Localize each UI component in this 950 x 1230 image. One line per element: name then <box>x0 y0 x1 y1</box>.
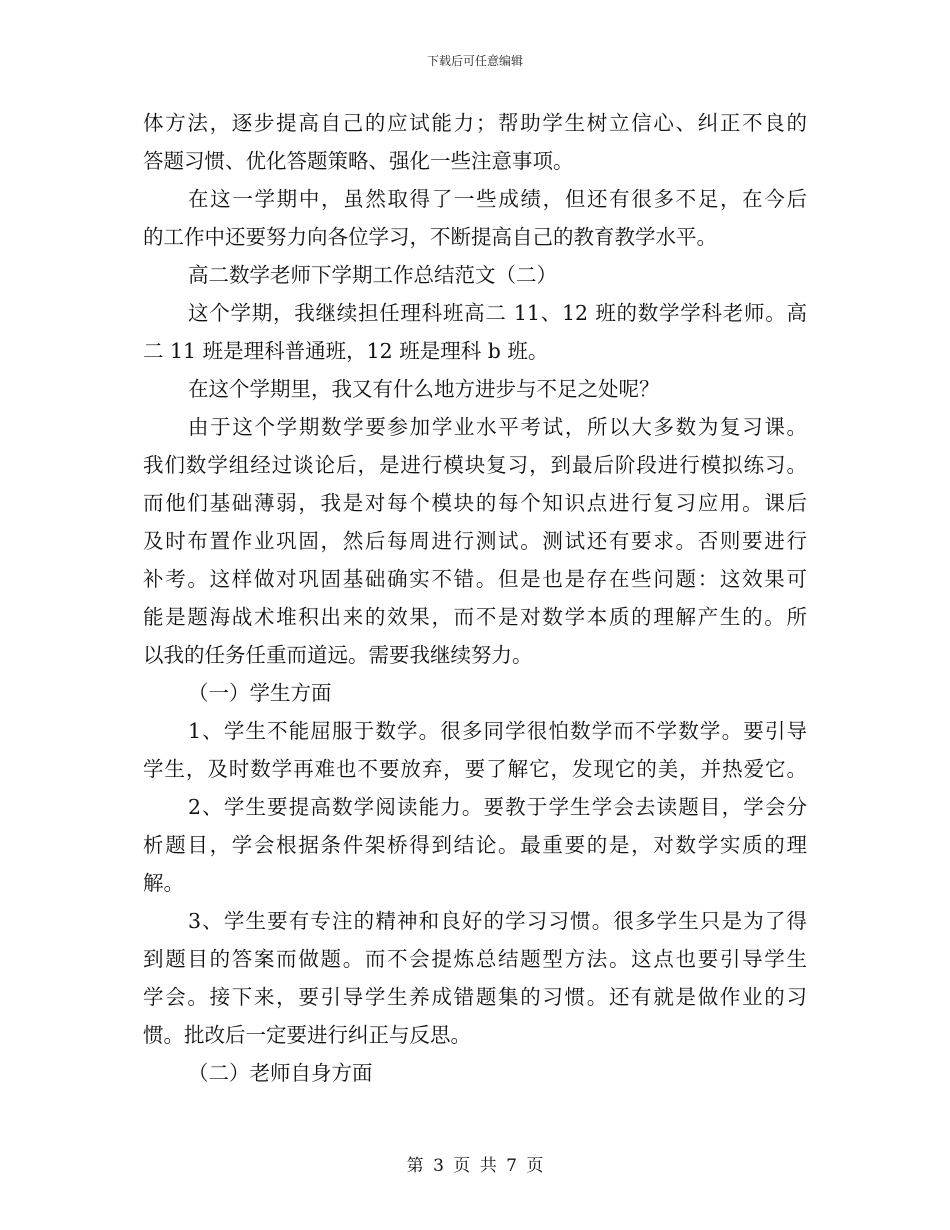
body-line: 以我的任务任重而道远。需要我继续努力。 <box>143 643 533 667</box>
body-line: 学生，及时数学再难也不要放弃，要了解它，发现它的美，并热爱它。 <box>143 757 807 781</box>
subsection-heading-students: （一）学生方面 <box>188 681 332 705</box>
body-line: 答题习惯、优化答题策略、强化一些注意事项。 <box>143 149 574 173</box>
section-title: 高二数学老师下学期工作总结范文（二） <box>188 263 557 287</box>
document-body <box>143 104 807 1092</box>
body-line: 我们数学组经过谈论后，是进行模块复习，到最后阶段进行模拟练习。 <box>143 453 807 477</box>
body-line: 3、学生要有专注的精神和良好的学习习惯。很多学生只是为了得 <box>188 909 807 933</box>
body-line: 在这个学期里，我又有什么地方进步与不足之处呢？ <box>188 377 660 401</box>
body-line: 二 11 班是理科普通班，12 班是理科 b 班。 <box>143 339 549 363</box>
body-line: 学会。接下来，要引导学生养成错题集的习惯。还有就是做作业的习 <box>143 985 807 1009</box>
body-line: 这个学期，我继续担任理科班高二 11、12 班的数学学科老师。高 <box>188 301 807 325</box>
body-line: 的工作中还要努力向各位学习，不断提高自己的教育教学水平。 <box>143 225 717 249</box>
body-line: 析题目，学会根据条件架桥得到结论。最重要的是，对数学实质的理 <box>143 833 807 857</box>
body-line: 由于这个学期数学要参加学业水平考试，所以大多数为复习课。 <box>188 415 807 439</box>
body-line: 能是题海战术堆积出来的效果，而不是对数学本质的理解产生的。所 <box>143 605 807 629</box>
body-line: 体方法，逐步提高自己的应试能力；帮助学生树立信心、纠正不良的 <box>143 111 807 135</box>
subsection-heading-teacher: （二）老师自身方面 <box>188 1061 373 1085</box>
body-line: 解。 <box>143 871 184 895</box>
body-line: 惯。批改后一定要进行纠正与反思。 <box>143 1023 471 1047</box>
body-line: 补考。这样做对巩固基础确实不错。但是也是存在些问题：这效果可 <box>143 567 807 591</box>
body-line: 到题目的答案而做题。而不会提炼总结题型方法。这点也要引导学生 <box>143 947 807 971</box>
page-number: 第 3 页 共 7 页 <box>406 1156 544 1176</box>
body-line: 2、学生要提高数学阅读能力。要教于学生学会去读题目，学会分 <box>188 795 807 819</box>
body-line: 1、学生不能屈服于数学。很多同学很怕数学而不学数学。要引导 <box>188 719 807 743</box>
body-line: 及时布置作业巩固，然后每周进行测试。测试还有要求。否则要进行 <box>143 529 807 553</box>
body-line: 而他们基础薄弱，我是对每个模块的每个知识点进行复习应用。课后 <box>143 491 807 515</box>
body-line: 在这一学期中，虽然取得了一些成绩，但还有很多不足，在今后 <box>188 187 807 211</box>
page-header-note: 下载后可任意编辑 <box>426 54 523 68</box>
